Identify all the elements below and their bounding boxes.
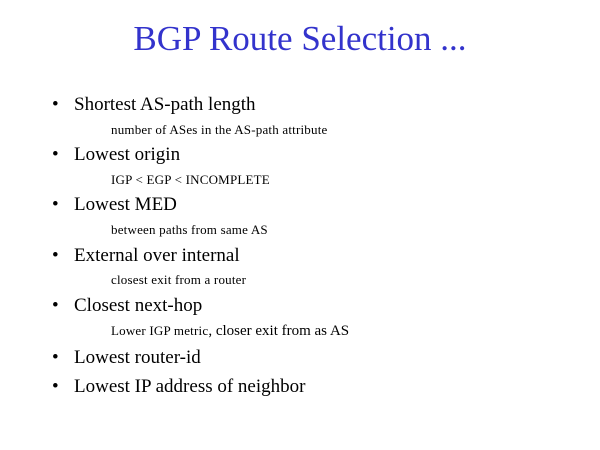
sub-text-large: , closer exit from as AS	[208, 323, 350, 339]
bullet-text: Lowest IP address of neighbor	[74, 376, 306, 397]
bullet-icon: •	[52, 245, 59, 266]
bullet-item-shortest-as-path	[52, 94, 256, 116]
bullet-text: External over internal	[74, 245, 240, 266]
bullet-item-closest-next-hop	[52, 295, 202, 317]
slide-title: BGP Route Selection ...	[133, 19, 467, 58]
bullet-text: Lowest router-id	[74, 347, 201, 368]
sub-item-med-scope: between paths from same AS	[111, 222, 268, 237]
bullet-item-lowest-origin	[52, 144, 180, 166]
sub-item-as-path-count: number of ASes in the AS-path attribute	[111, 122, 328, 137]
sub-item-igp-metric	[111, 323, 349, 339]
bullet-icon: •	[52, 94, 59, 115]
sub-text-small: Lower IGP metric	[111, 323, 209, 338]
bullet-item-external-over-internal	[52, 245, 240, 267]
bullet-text: Closest next-hop	[74, 295, 203, 316]
bullet-icon: •	[52, 295, 59, 316]
bullet-icon: •	[52, 376, 59, 397]
bullet-icon: •	[52, 347, 59, 368]
sub-item-closest-exit: closest exit from a router	[111, 272, 247, 287]
bullet-text: Lowest MED	[74, 194, 177, 215]
bullet-icon: •	[52, 194, 59, 215]
bullet-item-lowest-med	[52, 194, 177, 216]
bullet-icon: •	[52, 144, 59, 165]
bullet-item-lowest-ip-address	[52, 376, 305, 398]
sub-item-origin-order: IGP < EGP < INCOMPLETE	[111, 172, 270, 187]
bullet-text: Shortest AS-path length	[74, 94, 256, 115]
bullet-item-lowest-router-id	[52, 347, 201, 369]
bullet-text: Lowest origin	[74, 144, 181, 165]
